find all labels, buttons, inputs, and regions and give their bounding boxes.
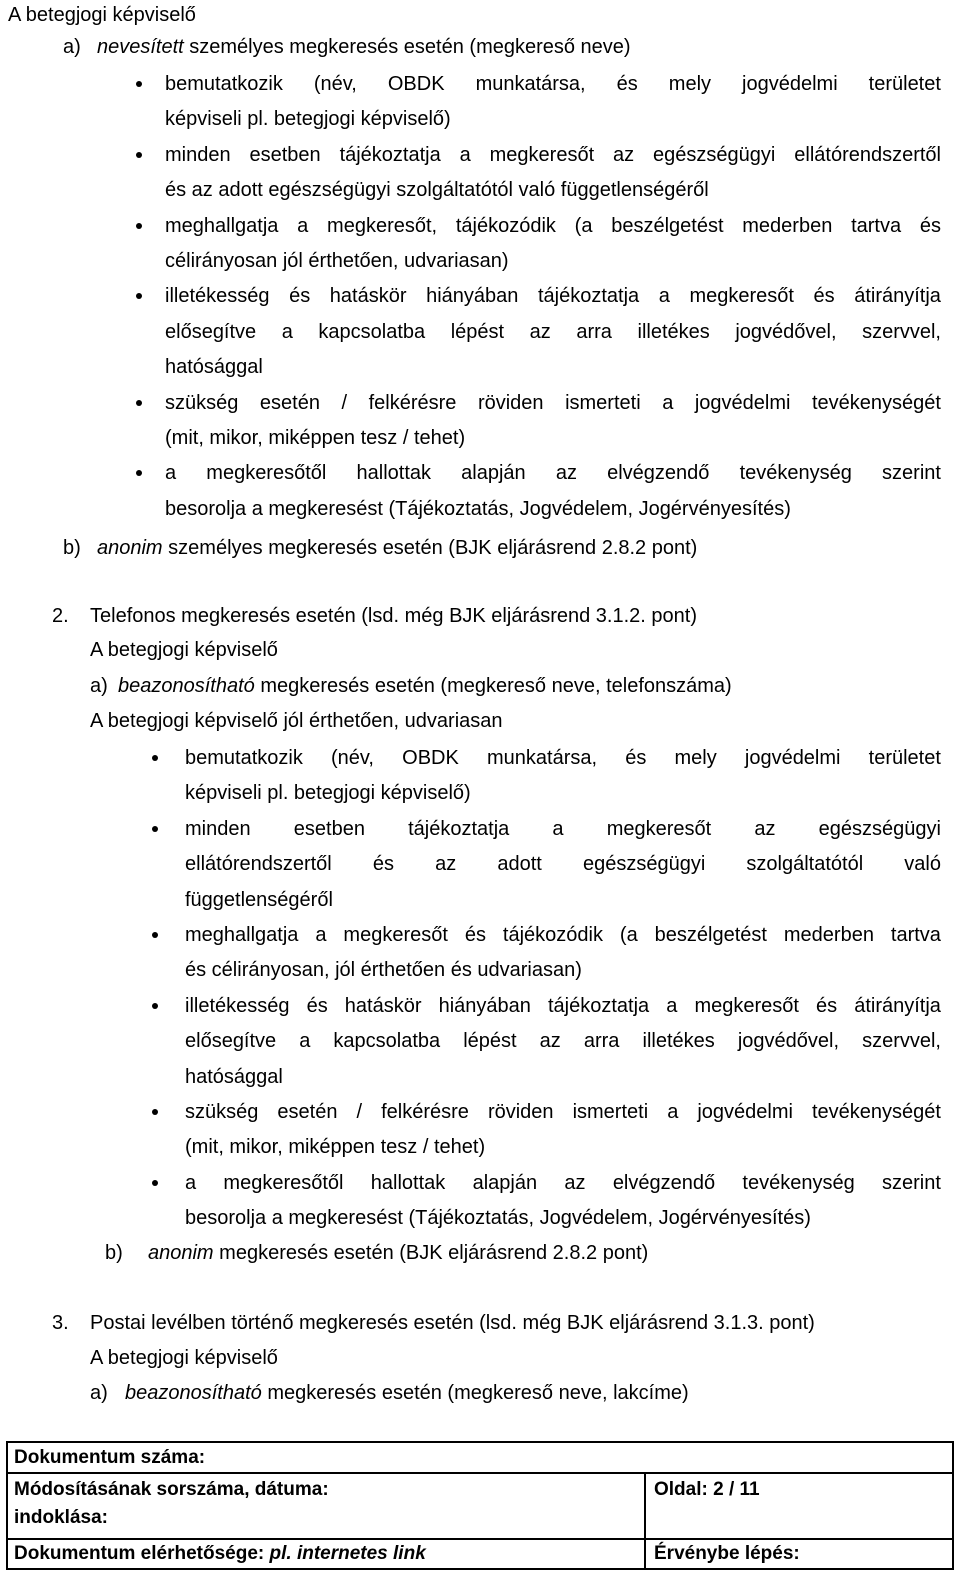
emphasis-text: nevesített (97, 36, 184, 58)
subitem-a-2-intro: A betegjogi képviselő jól érthetően, udvariasan (90, 710, 503, 732)
emphasis-text: anonim (97, 537, 163, 559)
bullet-icon (152, 1003, 158, 1009)
bullet-icon (152, 932, 158, 938)
list-item-line: elősegítve a kapcsolatba lépést az arra illetékes jogvédővel, szervvel, (185, 1030, 941, 1053)
list-item-line: illetékesség és hatáskör hiányában tájékoztatja a megkeresőt és átirányítja (185, 994, 941, 1017)
list-item-line: illetékesség és hatáskör hiányában tájékoztatja a megkeresőt és átirányítja (165, 285, 941, 308)
list-item-line: (mit, mikor, miképpen tesz / tehet) (185, 1136, 486, 1159)
page-number: Oldal: 2 / 11 (654, 1479, 760, 1500)
list-item-line: minden esetben tájékoztatja a megkeresőt az egészségügyi ellátórendszertől (165, 143, 941, 166)
list-item-line: a megkeresőtől hallottak alapján az elvégzendő tevékenység szerint (165, 462, 941, 485)
list-item-line: meghallgatja a megkeresőt és tájékozódik (a beszélgetést mederben tartva (185, 924, 941, 946)
section-2-title: Telefonos megkeresés esetén (lsd. még BJK eljárásrend 3.1.2. pont) (90, 605, 697, 627)
list-item-line: besorolja a megkeresést (Tájékoztatás, Jogvédelem, Jogérvényesítés) (165, 497, 791, 520)
bullet-icon (136, 81, 142, 87)
section-3-subheading: A betegjogi képviselő (90, 1347, 278, 1369)
list-item-line: bemutatkozik (név, OBDK munkatársa, és mely jogvédelmi területet (165, 73, 941, 95)
list-item-line: meghallgatja a megkeresőt, tájékozódik (a beszélgetést mederben tartva és (165, 214, 941, 237)
bullet-icon (136, 223, 142, 229)
bullet-icon (152, 1109, 158, 1115)
bullet-icon (136, 293, 142, 299)
subitem-text: megkeresés esetén (megkereső neve, telefonszáma) (254, 675, 732, 697)
subitem-marker: a) (90, 1382, 108, 1404)
list-item-line: szükség esetén / felkérésre röviden ismerteti a jogvédelmi tevékenységét (165, 391, 941, 414)
bullet-icon (152, 1180, 158, 1186)
document-footer-table (6, 1441, 954, 1570)
subitem-marker: a) (90, 675, 108, 697)
list-item-line: és célirányosan, jól érthetően és udvariasan) (185, 959, 582, 982)
list-item-line: a megkeresőtől hallottak alapján az elvégzendő tevékenység szerint (185, 1171, 941, 1194)
list-item-line: besorolja a megkeresést (Tájékoztatás, Jogvédelem, Jogérvényesítés) (185, 1207, 811, 1230)
subitem-marker: a) (63, 36, 81, 58)
bullet-icon (152, 826, 158, 832)
bullet-icon (136, 470, 142, 476)
subitem-text: megkeresés esetén (BJK eljárásrend 2.8.2 pont) (213, 1242, 649, 1264)
bullet-icon (136, 152, 142, 158)
section-heading: A betegjogi képviselő (8, 4, 196, 26)
list-item-line: és az adott egészségügyi szolgáltatótól való függetlenségéről (165, 179, 709, 202)
list-item-line: célirányosan jól érthetően, udvariasan) (165, 250, 509, 272)
list-item-line: ellátórendszertől és az adott egészségügyi szolgáltatótól való (185, 853, 941, 876)
section-3-title-number: 3. (52, 1312, 69, 1334)
subitem-a-3 (90, 1380, 689, 1406)
subitem-b-2 (105, 1240, 649, 1266)
list-item-line: hatósággal (165, 356, 263, 379)
emphasis-text: beazonosítható (118, 675, 255, 697)
section-3-title: Postai levélben történő megkeresés esetén (lsd. még BJK eljárásrend 3.1.3. pont) (90, 1312, 815, 1334)
subitem-text: személyes megkeresés esetén (megkereső neve) (183, 36, 631, 58)
list-item-line: minden esetben tájékoztatja a megkeresőt az egészségügyi (185, 817, 941, 840)
subitem-marker: b) (105, 1242, 123, 1264)
bullet-icon (136, 400, 142, 406)
list-item-line: képviseli pl. betegjogi képviselő) (185, 782, 471, 805)
list-item-line: elősegítve a kapcsolatba lépést az arra illetékes jogvédővel, szervvel, (165, 320, 941, 343)
subitem-text: személyes megkeresés esetén (BJK eljárásrend 2.8.2 pont) (162, 537, 698, 559)
list-item-line: hatósággal (185, 1065, 283, 1088)
subitem-marker: b) (63, 537, 81, 559)
emphasis-text: anonim (148, 1242, 214, 1264)
modification-label: Módosításának sorszáma, dátuma: (14, 1479, 329, 1500)
effective-date-label: Érvénybe lépés: (654, 1543, 800, 1564)
availability-link: pl. internetes link (269, 1543, 426, 1564)
subitem-a-2 (90, 673, 732, 699)
doc-number-label: Dokumentum száma: (14, 1447, 206, 1468)
justification-label: indoklása: (14, 1507, 108, 1528)
list-item-line: szükség esetén / felkérésre röviden ismerteti a jogvédelmi tevékenységét (185, 1101, 941, 1123)
bullet-icon (152, 755, 158, 761)
emphasis-text: beazonosítható (125, 1382, 262, 1404)
subitem-text: megkeresés esetén (megkereső neve, lakcíme) (261, 1382, 689, 1404)
list-item-line: bemutatkozik (név, OBDK munkatársa, és mely jogvédelmi területet (185, 747, 941, 769)
availability-label-text: Dokumentum elérhetősége: (14, 1543, 270, 1564)
section-2-title-number: 2. (52, 605, 69, 627)
availability-label (14, 1542, 426, 1566)
section-2-subheading: A betegjogi képviselő (90, 639, 278, 661)
list-item-line: (mit, mikor, miképpen tesz / tehet) (165, 427, 466, 449)
list-item-line: képviseli pl. betegjogi képviselő) (165, 108, 451, 131)
list-item-line: függetlenségéről (185, 888, 333, 911)
